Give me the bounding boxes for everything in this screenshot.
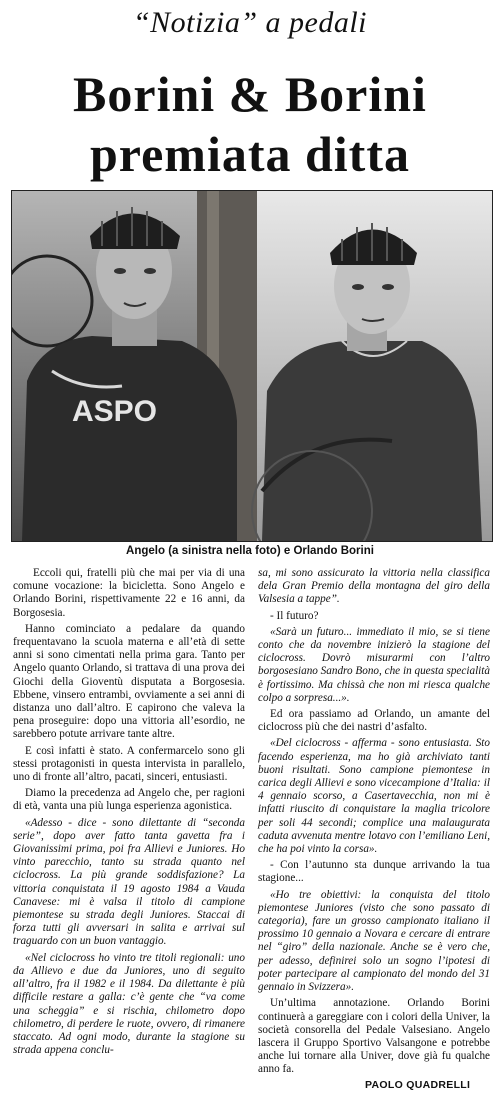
article-column-right: [258, 567, 490, 1080]
article-column-left: [13, 567, 245, 1060]
quote-paragraph: sa, mi sono assicurato la vittoria nella classifica dela Gran Premio della montagna del giro della Valsesia a tappe”.: [258, 567, 490, 606]
jersey-text: ASPO: [72, 395, 158, 428]
paragraph: Un’ultima annotazione. Orlando Borini continuerà a gareggiare con i colori della Univer, la società consorella del Pedale Valsesiano. Angelo lascera il Gruppo Sportivo Valsangone e potrebbe anche lui tornare alla Univer, dove già fu qualche anno fa.: [258, 997, 490, 1076]
paragraph: E così infatti è stato. A confermarcelo sono gli stessi protagonisti in questa intervista in parallelo, uno di fronte all’altro, pacati, sinceri, entusiasti.: [13, 744, 245, 784]
quote-paragraph: «Ho tre obiettivi: la conquista del titolo piemontese Juniores (visto che sono passato di categoria), fare un grosso campionato italiano il prossimo 10 gennaio a Novara e cercare di entrare nel “giro” della nazionale. Anche se è vero che, per adesso, definirei solo un sogno l’ipotesi di poter partecipare al campionato del mondo del 31 gennaio in Svizzera».: [258, 888, 490, 994]
quote-paragraph: «Adesso - dice - sono dilettante di “seconda serie”, dopo aver fatto tanta gavetta fra i Giovanissimi prima, poi fra Allievi e Juniores. Ho vinto parecchio, tanto su strada quanto nel ciclocross. La più grande soddisfazione? La vittoria conquistata il 19 agosto 1984 a Vauda Canavese: mi è valsa il titolo di campione piemontese su strada degli Juniores. Staccai di forza tutti gli avversari in salita e arrivai sul traguardo con un buon vantaggio.: [13, 816, 245, 948]
paragraph: Diamo la precedenza ad Angelo che, per ragioni di età, vanta una più lunga esperienza agonistica.: [13, 787, 245, 813]
quote-paragraph: «Sarà un futuro... immediato il mio, se si tiene conto che da novembre inizierò la stagione del ciclocross. Dovrò misurarmi con l’altro borgosesiano Sandro Bono, che in questa specialità è fortissimo. Ma chissà che non mi riesca qualche colpo a sorpresa...».: [258, 625, 490, 704]
quote-paragraph: «Nel ciclocross ho vinto tre titoli regionali: uno da Allievo e due da Juniores, uno di seguito all’altro, fra il 1982 e il 1984. Da dilettante è più difficile restare a galla: c’è gente che “va come una scheggia” e si rischia, chilometro dopo chilometro, di perdere le ruote, ovvero, di rimanere staccato. Ad ogni modo, durante la stagione su strada appena conclu-: [13, 951, 245, 1057]
byline: PAOLO QUADRELLI: [365, 1079, 471, 1091]
headline-line-1: Borini & Borini: [73, 66, 427, 122]
question: - Il futuro?: [270, 609, 319, 622]
headline-line-2: premiata ditta: [90, 126, 410, 182]
question: - Con l’autunno sta dunque arrivando la tua stagione...: [258, 859, 490, 885]
paragraph: Ed ora passiamo ad Orlando, un amante del ciclocross più che dei nastri d’asfalto.: [258, 708, 490, 734]
paragraph: Eccoli qui, fratelli più che mai per via di una comune vocazione: la bicicletta. Sono Angelo e Orlando Borini, rispettivamente 22 e 16 anni, da Borgosesia.: [13, 567, 245, 619]
photo-caption: Angelo (a sinistra nella foto) e Orlando Borini: [126, 545, 374, 557]
photo-borini-brothers: [11, 190, 493, 542]
quote-paragraph: «Del ciclocross - afferma - sono entusiasta. Sto facendo esperienza, ma ho già archiviato tanti buoni risultati. Sono campione piemontese in carica degli Allievi e sono vicecampione d’Italia: il 4 gennaio scorso, a Casertavecchia, non mi è infatti riuscito di conquistare la maglia tricolore per soli 44 secondi; complice una malaugurata caduta avvenuta mentre lotavo con l’emiliano Leni, che ha poi vinto la corsa».: [258, 737, 490, 856]
paragraph: Hanno cominciato a pedalare da quando frequentavano la scuola materna e all’età di sette anni si sono cimentati nella prima gara. Tanto per Angelo quanto Orlando, si trattava di una prova dei Giochi della Gioventù disputata a Borgosesia. Ebbene, vinsero entrambi, ovviamente a sei anni di distanza uno dall’altro. E capirono che valeva la pena proseguire: dopo una vittoria all’esordio, ne sarebbero potute arrivare tante altre.: [13, 622, 245, 741]
kicker: “Notizia” a pedali: [132, 6, 368, 39]
